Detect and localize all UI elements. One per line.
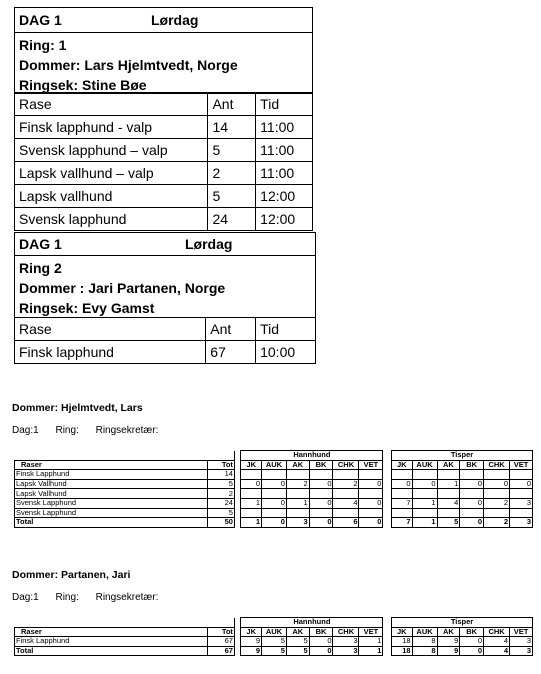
stats2-male-value: 1 [359, 646, 383, 656]
stats2-female-value: 18 [392, 646, 413, 656]
stats2-gap-cell [383, 627, 392, 637]
stats1-gap-cell [383, 479, 392, 489]
stats1-female-value: 1 [412, 498, 437, 508]
stats1-female-value: 4 [437, 498, 460, 508]
stats1-data-row [15, 508, 533, 518]
stats2-male-value: 5 [262, 646, 287, 656]
stats2-male-value: 3 [333, 646, 359, 656]
stats2-male-value: 5 [286, 646, 309, 656]
stats1-female-value [460, 489, 484, 499]
stats1-female-value [412, 489, 437, 499]
stats1-female-value: 3 [510, 498, 533, 508]
stats2-blank-cell [15, 618, 208, 628]
stats2-female-value: 9 [437, 646, 460, 656]
stats1-row-name: Svensk Lapphund [15, 498, 208, 508]
stats1-male-value [262, 470, 287, 480]
stats1-female-value [412, 508, 437, 518]
stats2-dag: Dag:1 [12, 592, 39, 603]
stats1-male-value: 1 [286, 498, 309, 508]
stats2-gap-cell [383, 618, 392, 628]
stats2-col-female-auk: AUK [412, 627, 437, 637]
stats1-male-value: 0 [309, 479, 333, 489]
stats1-row-name: Lapsk Vallhund [15, 479, 208, 489]
stats2-female-value: 8 [412, 637, 437, 647]
stats1-male-value [241, 470, 262, 480]
day2-column-header: Tid [256, 318, 316, 341]
day1-schedule-row [15, 208, 313, 231]
stats2-row-tot: 67 [207, 637, 234, 647]
stats2-row-name: Finsk Lapphund [15, 637, 208, 647]
stats2-female-value: 4 [484, 646, 510, 656]
stats1-gap-cell [383, 498, 392, 508]
stats1-row-tot: 5 [207, 508, 234, 518]
stats2-male-value: 9 [241, 646, 262, 656]
stats1-male-value [309, 489, 333, 499]
stats1-row-name: Lapsk Vallhund [15, 489, 208, 499]
stats1-col-female-jk: JK [392, 460, 413, 470]
stats1-male-value [286, 508, 309, 518]
day2-weekday: Lørdag [185, 236, 233, 252]
stats2-col-tot: Tot [207, 627, 234, 637]
stats1-gap-cell [383, 518, 392, 528]
stats2-male-value: 3 [333, 637, 359, 647]
day2-day-label: DAG 1 [19, 236, 62, 252]
day2-judge: Dommer : Jari Partanen, Norge [19, 280, 226, 296]
stats1-female-value [392, 470, 413, 480]
stats1-male-value [286, 470, 309, 480]
day2-column-header: Ant [206, 318, 256, 341]
stats1-ring: Ring: [55, 425, 79, 436]
day1-schedule-cell: Lapsk vallhund [15, 185, 208, 208]
stats1-female-value [484, 508, 510, 518]
stats2-ring: Ring: [55, 592, 79, 603]
stats1-female-value [437, 489, 460, 499]
stats1-female-value: 7 [392, 518, 413, 528]
stats1-col-male-auk: AUK [262, 460, 287, 470]
stats2-col-male-chk: CHK [333, 627, 359, 637]
stats1-row-tot: 50 [207, 518, 234, 528]
stats1-male-value [333, 470, 359, 480]
stats2-male-value: 5 [262, 637, 287, 647]
stats2-male-value: 5 [286, 637, 309, 647]
stats1-male-value [241, 489, 262, 499]
day1-schedule-cell: Svensk lapphund [15, 208, 208, 231]
stats1-male-value: 0 [262, 479, 287, 489]
stats1-male-value [262, 489, 287, 499]
stats1-male-value [286, 489, 309, 499]
stats1-male-value [333, 489, 359, 499]
stats1-female-value: 1 [412, 518, 437, 528]
stats2-column-header-row [15, 627, 533, 637]
stats1-col-male-jk: JK [241, 460, 262, 470]
stats1-female-value [460, 508, 484, 518]
stats1-col-raser: Raser [15, 460, 208, 470]
stats2-female-value: 9 [437, 637, 460, 647]
stats2-total-row [15, 646, 533, 656]
stats1-female-value: 0 [460, 518, 484, 528]
stats2-col-female-jk: JK [392, 627, 413, 637]
day1-weekday: Lørdag [151, 12, 199, 28]
stats1-col-male-chk: CHK [333, 460, 359, 470]
day1-column-header: Rase [15, 93, 208, 116]
stats2-female-value: 3 [510, 646, 533, 656]
stats1-col-female-ak: AK [437, 460, 460, 470]
stats1-male-value: 1 [241, 518, 262, 528]
stats1-male-value: 0 [309, 518, 333, 528]
stats1-female-value [437, 470, 460, 480]
stats1-col-female-chk: CHK [484, 460, 510, 470]
stats1-male-value: 0 [359, 518, 383, 528]
stats1-col-tot: Tot [207, 460, 234, 470]
stats1-male-value: 0 [359, 498, 383, 508]
stats1-blank-cell [15, 451, 208, 461]
stats1-female-value [437, 508, 460, 518]
stats2-col-male-auk: AUK [262, 627, 287, 637]
stats1-row-tot: 5 [207, 479, 234, 489]
stats2-data-row [15, 637, 533, 647]
day1-title-row [15, 8, 312, 33]
stats1-gap-cell [383, 460, 392, 470]
stats2-group-male: Hannhund [241, 618, 383, 628]
stats1-female-value [484, 470, 510, 480]
stats1-female-value: 1 [437, 479, 460, 489]
day1-schedule-cell: 24 [208, 208, 256, 231]
day1-schedule-cell: 12:00 [256, 208, 313, 231]
stats2-female-value: 3 [510, 637, 533, 647]
stats1-data-row [15, 479, 533, 489]
stats1-col-male-vet: VET [359, 460, 383, 470]
stats2-col-female-chk: CHK [484, 627, 510, 637]
stats1-male-value [309, 470, 333, 480]
stats1-gap-cell [383, 470, 392, 480]
stats2-female-value: 8 [412, 646, 437, 656]
day2-header [14, 232, 316, 318]
stats1-female-value [412, 470, 437, 480]
stats2-row-tot: 67 [207, 646, 234, 656]
stats2-group-female: Tisper [392, 618, 533, 628]
day1-schedule-cell: 11:00 [256, 139, 313, 162]
stats2-male-value: 0 [309, 637, 333, 647]
stats1-row-tot: 14 [207, 470, 234, 480]
day1-header [14, 7, 313, 94]
stats1-data-row [15, 498, 533, 508]
stats1-female-value: 0 [510, 479, 533, 489]
stats1-ringsek: Ringsekretær: [95, 425, 159, 436]
day1-schedule-cell: 12:00 [256, 185, 313, 208]
stats1-total-row [15, 518, 533, 528]
stats1-female-value [392, 489, 413, 499]
stats1-table [14, 450, 533, 528]
stats1-column-header-row [15, 460, 533, 470]
day1-column-header: Tid [256, 93, 313, 116]
stats1-dag: Dag:1 [12, 425, 39, 436]
stats1-male-value: 4 [333, 498, 359, 508]
stats1-gap-cell [383, 508, 392, 518]
stats1-col-male-bk: BK [309, 460, 333, 470]
stats1-male-value [241, 508, 262, 518]
day2-title-row [15, 233, 315, 256]
day2-schedule-row [15, 341, 316, 364]
stats2-col-female-bk: BK [460, 627, 484, 637]
day1-column-header-row [15, 93, 313, 116]
stats1-male-value [333, 508, 359, 518]
day1-schedule-cell: 14 [208, 116, 256, 139]
day1-schedule-row [15, 116, 313, 139]
stats1-female-value [510, 489, 533, 499]
stats2-meta [12, 592, 172, 603]
stats1-gap-cell [383, 451, 392, 461]
stats2-male-value: 1 [359, 637, 383, 647]
stats1-data-row [15, 470, 533, 480]
stats1-female-value [510, 508, 533, 518]
stats1-male-value [309, 508, 333, 518]
day2-schedule-cell: 10:00 [256, 341, 316, 364]
day1-schedule-row [15, 139, 313, 162]
day1-schedule-cell: Finsk lapphund - valp [15, 116, 208, 139]
day1-schedule-cell: 2 [208, 162, 256, 185]
stats1-male-value: 0 [309, 498, 333, 508]
day2-ring-label: Ring 2 [19, 260, 62, 276]
stats1-male-value: 3 [286, 518, 309, 528]
stats1-row-name: Svensk Lapphund [15, 508, 208, 518]
stats2-col-male-vet: VET [359, 627, 383, 637]
stats1-female-value [510, 470, 533, 480]
stats1-female-value: 0 [392, 479, 413, 489]
stats1-row-tot: 24 [207, 498, 234, 508]
day1-judge: Dommer: Lars Hjelmtvedt, Norge [19, 57, 238, 73]
day1-schedule-cell: 11:00 [256, 116, 313, 139]
stats1-male-value: 1 [241, 498, 262, 508]
stats1-col-male-ak: AK [286, 460, 309, 470]
stats1-female-value: 5 [437, 518, 460, 528]
stats1-male-value: 0 [241, 479, 262, 489]
stats1-male-value [359, 489, 383, 499]
stats1-male-value [359, 508, 383, 518]
stats2-col-raser: Raser [15, 627, 208, 637]
stats2-gap-cell [383, 637, 392, 647]
stats1-male-value: 2 [286, 479, 309, 489]
stats2-gap-cell [383, 646, 392, 656]
day1-column-header: Ant [208, 93, 256, 116]
stats2-female-value: 0 [460, 637, 484, 647]
stats2-group-header-row [15, 618, 533, 628]
stats2-female-value: 0 [460, 646, 484, 656]
day1-schedule-row [15, 185, 313, 208]
day2-schedule-cell: 67 [206, 341, 256, 364]
stats2-col-female-ak: AK [437, 627, 460, 637]
stats1-female-value: 0 [484, 479, 510, 489]
stats1-row-name: Total [15, 518, 208, 528]
stats2-blank-cell [207, 618, 234, 628]
day2-schedule-table [14, 317, 316, 364]
day1-schedule-cell: Lapsk vallhund – valp [15, 162, 208, 185]
stats1-male-value [359, 470, 383, 480]
stats2-col-male-ak: AK [286, 627, 309, 637]
day2-column-header: Rase [15, 318, 206, 341]
stats1-female-value: 2 [484, 498, 510, 508]
stats1-group-male: Hannhund [241, 451, 383, 461]
stats1-female-value [392, 508, 413, 518]
stats1-row-tot: 2 [207, 489, 234, 499]
day1-schedule-table [14, 92, 313, 231]
stats1-male-value: 0 [262, 498, 287, 508]
stats1-group-female: Tisper [392, 451, 533, 461]
stats2-female-value: 18 [392, 637, 413, 647]
stats1-female-value: 0 [460, 498, 484, 508]
stats1-group-header-row [15, 451, 533, 461]
stats1-data-row [15, 489, 533, 499]
stats1-male-value: 0 [359, 479, 383, 489]
stats2-row-name: Total [15, 646, 208, 656]
stats1-col-female-vet: VET [510, 460, 533, 470]
day1-schedule-cell: 11:00 [256, 162, 313, 185]
stats2-table [14, 617, 533, 656]
stats1-gap-cell [383, 489, 392, 499]
stats2-ringsek: Ringsekretær: [95, 592, 159, 603]
day1-ring-secretary: Ringsek: Stine Bøe [19, 77, 147, 93]
stats1-female-value [460, 470, 484, 480]
stats1-col-female-bk: BK [460, 460, 484, 470]
stats1-female-value: 0 [412, 479, 437, 489]
day2-column-header-row [15, 318, 316, 341]
stats1-female-value: 2 [484, 518, 510, 528]
stats1-male-value: 2 [333, 479, 359, 489]
day2-schedule-cell: Finsk lapphund [15, 341, 206, 364]
day1-schedule-row [15, 162, 313, 185]
stats1-meta [12, 425, 172, 436]
stats2-col-female-vet: VET [510, 627, 533, 637]
stats1-blank-cell [207, 451, 234, 461]
day1-schedule-cell: 5 [208, 139, 256, 162]
stats2-col-male-jk: JK [241, 627, 262, 637]
day1-schedule-cell: 5 [208, 185, 256, 208]
stats1-female-value: 7 [392, 498, 413, 508]
stats2-male-value: 0 [309, 646, 333, 656]
stats2-male-value: 9 [241, 637, 262, 647]
stats2-title: Dommer: Partanen, Jari [12, 569, 131, 581]
day1-ring-label: Ring: 1 [19, 37, 67, 53]
stats1-male-value [262, 508, 287, 518]
stats2-col-male-bk: BK [309, 627, 333, 637]
stats1-female-value: 3 [510, 518, 533, 528]
stats2-female-value: 4 [484, 637, 510, 647]
day1-day-label: DAG 1 [19, 12, 62, 28]
stats1-col-female-auk: AUK [412, 460, 437, 470]
stats1-female-value: 0 [460, 479, 484, 489]
day2-ring-secretary: Ringsek: Evy Gamst [19, 300, 155, 316]
stats1-title: Dommer: Hjelmtvedt, Lars [12, 402, 143, 414]
day1-schedule-cell: Svensk lapphund – valp [15, 139, 208, 162]
stats1-female-value [484, 489, 510, 499]
stats1-male-value: 6 [333, 518, 359, 528]
stats1-male-value: 0 [262, 518, 287, 528]
stats1-row-name: Finsk Lapphund [15, 470, 208, 480]
